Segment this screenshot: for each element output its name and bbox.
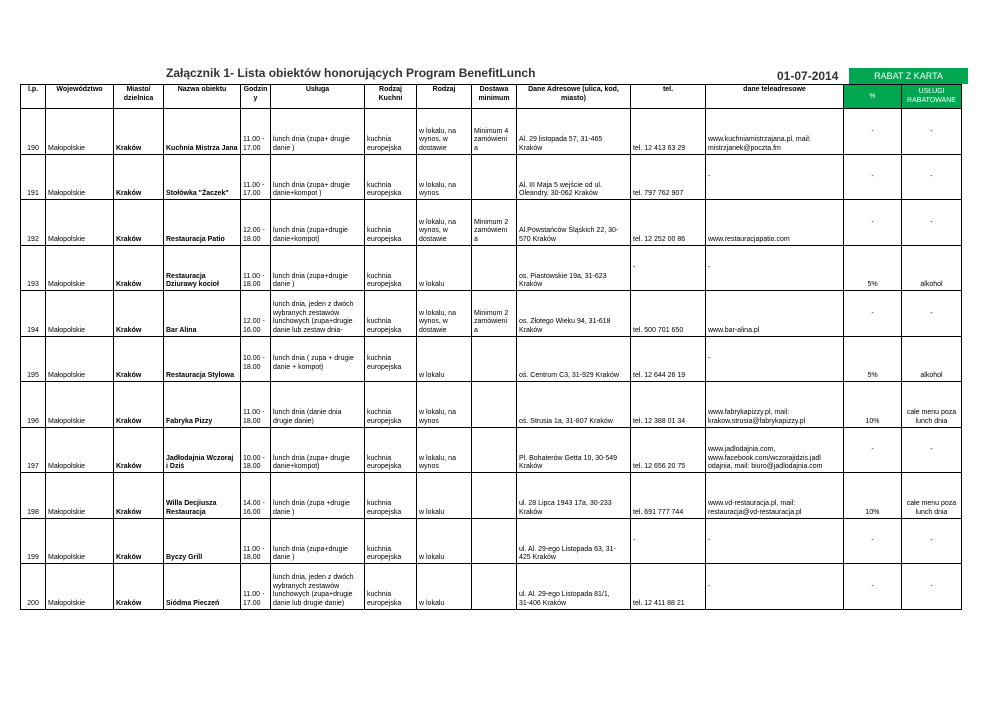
- rodzaj-cell: w lokalu: [417, 245, 472, 291]
- wojewodztwo-cell: Małopolskie: [46, 245, 114, 291]
- tel-cell: tel. 12 413 63 29: [631, 109, 706, 155]
- usluga-cell: lunch dnia (danie dnia drugie danie): [271, 382, 365, 428]
- nazwa-cell: Restauracja Patio: [164, 200, 241, 246]
- kuchnia-cell: kuchnia europejska: [365, 245, 417, 291]
- tel-cell: -: [631, 245, 706, 291]
- dostawa-cell: Minimum 2 zamówieni a: [472, 200, 517, 246]
- miasto-cell: Kraków: [114, 109, 164, 155]
- procent-cell: 10%: [844, 473, 902, 519]
- miasto-cell: Kraków: [114, 427, 164, 473]
- nazwa-cell: Restauracja Stylowa: [164, 336, 241, 382]
- lp-cell: 199: [21, 518, 46, 564]
- nazwa-cell: Siódma Pieczeń: [164, 564, 241, 610]
- uslugi-cell: całe menu poza lunch dnia: [902, 473, 962, 519]
- column-header: Dostawa minimum: [472, 85, 517, 109]
- table-row: [21, 336, 962, 382]
- tel-cell: -: [631, 518, 706, 564]
- tel-cell: tel. 691 777 744: [631, 473, 706, 519]
- column-header: Godzin y: [241, 85, 271, 109]
- column-header: Usługa: [271, 85, 365, 109]
- miasto-cell: Kraków: [114, 518, 164, 564]
- dostawa-cell: [472, 427, 517, 473]
- procent-cell: 10%: [844, 382, 902, 428]
- dostawa-cell: [472, 564, 517, 610]
- usluga-cell: lunch dnia ( zupa + drugie danie + kompot): [271, 336, 365, 382]
- lp-cell: 195: [21, 336, 46, 382]
- wojewodztwo-cell: Małopolskie: [46, 473, 114, 519]
- nazwa-cell: Byczy Grill: [164, 518, 241, 564]
- wojewodztwo-cell: Małopolskie: [46, 109, 114, 155]
- tel-cell: tel. 12 644 26 19: [631, 336, 706, 382]
- dostawa-cell: [472, 336, 517, 382]
- table-row: [21, 382, 962, 428]
- usluga-cell: lunch dnia (zupa +drugie danie ): [271, 473, 365, 519]
- miasto-cell: Kraków: [114, 200, 164, 246]
- nazwa-cell: Restauracja Dziurawy kocioł: [164, 245, 241, 291]
- rodzaj-cell: w lokalu, na wynos: [417, 154, 472, 200]
- column-header: tel.: [631, 85, 706, 109]
- rodzaj-cell: w lokalu, na wynos: [417, 382, 472, 428]
- table-row: [21, 291, 962, 337]
- tel-cell: tel. 12 252 00 86: [631, 200, 706, 246]
- rodzaj-cell: w lokalu: [417, 473, 472, 519]
- nazwa-cell: Kuchnia Mistrza Jana: [164, 109, 241, 155]
- table-header-row: [21, 85, 962, 109]
- kuchnia-cell: kuchnia europejska: [365, 336, 417, 382]
- adres-cell: os. Piastowskie 19a, 31-623 Kraków: [517, 245, 631, 291]
- procent-cell: 5%: [844, 245, 902, 291]
- dostawa-cell: [472, 245, 517, 291]
- procent-cell: -: [844, 154, 902, 200]
- adres-cell: ul. Al. 29-ego Listopada 63, 31- 425 Kraków: [517, 518, 631, 564]
- rodzaj-cell: w lokalu: [417, 564, 472, 610]
- adres-cell: Al. 29 listopada 57, 31-465 Kraków: [517, 109, 631, 155]
- table-row: [21, 518, 962, 564]
- godziny-cell: 12.00 - 16.00: [241, 291, 271, 337]
- adres-cell: oś. Centrum C3, 31-929 Kraków: [517, 336, 631, 382]
- kuchnia-cell: kuchnia europejska: [365, 109, 417, 155]
- teleadres-cell: www.vd-restauracja.pl, mail: restauracja@vd-restauracja.pl: [706, 473, 844, 519]
- document-date: 01-07-2014: [777, 69, 839, 83]
- column-header: %: [844, 85, 902, 109]
- godziny-cell: 11.00 - 18.00: [241, 518, 271, 564]
- teleadres-cell: -: [706, 154, 844, 200]
- teleadres-cell: www.jadlodajnia.com, www.facebook.com/wczorajidzis.jadl odajnia, mail: biuro@jadlodajnia.com: [706, 427, 844, 473]
- dostawa-cell: [472, 518, 517, 564]
- godziny-cell: 11.00 - 17.00: [241, 564, 271, 610]
- miasto-cell: Kraków: [114, 473, 164, 519]
- uslugi-cell: -: [902, 200, 962, 246]
- column-header: dane teleadresowe: [706, 85, 844, 109]
- table-row: [21, 109, 962, 155]
- godziny-cell: 11.00 - 17.00: [241, 109, 271, 155]
- wojewodztwo-cell: Małopolskie: [46, 154, 114, 200]
- lp-cell: 198: [21, 473, 46, 519]
- column-header: USŁUGI RABATOWANE: [902, 85, 962, 109]
- teleadres-cell: -: [706, 564, 844, 610]
- procent-cell: -: [844, 291, 902, 337]
- uslugi-cell: -: [902, 518, 962, 564]
- adres-cell: oś. Strusia 1a, 31-807 Kraków: [517, 382, 631, 428]
- objects-table: [20, 84, 962, 610]
- rodzaj-cell: w lokalu: [417, 336, 472, 382]
- rodzaj-cell: w lokalu, na wynos, w dostawie: [417, 109, 472, 155]
- teleadres-cell: www.fabrykapizzy.pl, mail: krakow.strusia@fabrykapizzy.pl: [706, 382, 844, 428]
- kuchnia-cell: kuchnia europejska: [365, 427, 417, 473]
- usluga-cell: lunch dnia (zupa+ drugie danie+kompot): [271, 427, 365, 473]
- lp-cell: 194: [21, 291, 46, 337]
- lp-cell: 191: [21, 154, 46, 200]
- lp-cell: 192: [21, 200, 46, 246]
- tel-cell: tel. 12 388 01 34: [631, 382, 706, 428]
- column-header: Rodzaj Kuchni: [365, 85, 417, 109]
- teleadres-cell: www.restauracjapatio.com: [706, 200, 844, 246]
- miasto-cell: Kraków: [114, 245, 164, 291]
- teleadres-cell: www.bar-alina.pl: [706, 291, 844, 337]
- dostawa-cell: Minimum 2 zamówieni a: [472, 291, 517, 337]
- nazwa-cell: Bar Alina: [164, 291, 241, 337]
- uslugi-cell: -: [902, 154, 962, 200]
- godziny-cell: 11.00 - 18.00: [241, 245, 271, 291]
- table-row: [21, 200, 962, 246]
- kuchnia-cell: kuchnia europejska: [365, 154, 417, 200]
- wojewodztwo-cell: Małopolskie: [46, 200, 114, 246]
- usluga-cell: lunch dnia (zupa+ drugie danie ): [271, 109, 365, 155]
- uslugi-cell: -: [902, 291, 962, 337]
- adres-cell: Al. III Maja 5 wejście od ul. Oleandry, 30-062 Kraków: [517, 154, 631, 200]
- kuchnia-cell: kuchnia europejska: [365, 564, 417, 610]
- adres-cell: Pl. Bohaterów Getta 10, 30-549 Kraków: [517, 427, 631, 473]
- tel-cell: tel. 500 701 650: [631, 291, 706, 337]
- godziny-cell: 11.00 - 18.00: [241, 382, 271, 428]
- procent-cell: -: [844, 200, 902, 246]
- godziny-cell: 10.00 - 18.00: [241, 427, 271, 473]
- godziny-cell: 14.00 - 16.00: [241, 473, 271, 519]
- wojewodztwo-cell: Małopolskie: [46, 427, 114, 473]
- usluga-cell: lunch dnia (zupa+drugie danie ): [271, 245, 365, 291]
- nazwa-cell: Stołówka "Żaczek": [164, 154, 241, 200]
- adres-cell: ul. 28 Lipca 1943 17a, 30-233 Kraków: [517, 473, 631, 519]
- godziny-cell: 12.00 - 18.00: [241, 200, 271, 246]
- usluga-cell: lunch dnia (zupa+drugie danie+kompot): [271, 200, 365, 246]
- uslugi-cell: -: [902, 109, 962, 155]
- wojewodztwo-cell: Małopolskie: [46, 518, 114, 564]
- table-row: [21, 245, 962, 291]
- procent-cell: -: [844, 564, 902, 610]
- tel-cell: tel. 12 411 88 21: [631, 564, 706, 610]
- procent-cell: 5%: [844, 336, 902, 382]
- rodzaj-cell: w lokalu, na wynos: [417, 427, 472, 473]
- uslugi-cell: alkohol: [902, 245, 962, 291]
- rodzaj-cell: w lokalu, na wynos, w dostawie: [417, 291, 472, 337]
- uslugi-cell: -: [902, 427, 962, 473]
- usluga-cell: lunch dnia, jeden z dwóch wybranych zestawów lunchowych (zupa+drugie danie lub drugie danie): [271, 564, 365, 610]
- kuchnia-cell: kuchnia europejska: [365, 518, 417, 564]
- miasto-cell: Kraków: [114, 382, 164, 428]
- adres-cell: os. Złotego Wieku 94, 31-618 Kraków: [517, 291, 631, 337]
- miasto-cell: Kraków: [114, 336, 164, 382]
- miasto-cell: Kraków: [114, 564, 164, 610]
- wojewodztwo-cell: Małopolskie: [46, 291, 114, 337]
- rabat-header: RABAT Z KARTA: [849, 68, 968, 84]
- lp-cell: 190: [21, 109, 46, 155]
- dostawa-cell: [472, 154, 517, 200]
- usluga-cell: lunch dnia (zupa+ drugie danie+kompot ): [271, 154, 365, 200]
- document-title: Załącznik 1- Lista obiektów honorujących Program BenefitLunch: [166, 66, 536, 80]
- uslugi-cell: -: [902, 564, 962, 610]
- kuchnia-cell: kuchnia europejska: [365, 382, 417, 428]
- nazwa-cell: Willa Decjiusza Restauracja: [164, 473, 241, 519]
- uslugi-cell: alkohol: [902, 336, 962, 382]
- uslugi-cell: całe menu poza lunch dnia: [902, 382, 962, 428]
- miasto-cell: Kraków: [114, 154, 164, 200]
- table-row: [21, 427, 962, 473]
- wojewodztwo-cell: Małopolskie: [46, 336, 114, 382]
- column-header: l.p.: [21, 85, 46, 109]
- tel-cell: tel. 797 762 907: [631, 154, 706, 200]
- usluga-cell: lunch dnia (zupa+drugie danie ): [271, 518, 365, 564]
- usluga-cell: lunch dnia, jeden z dwóch wybranych zestawów lunchowych (zupa+drugie danie lub zestaw dnia-: [271, 291, 365, 337]
- kuchnia-cell: kuchnia europejska: [365, 200, 417, 246]
- adres-cell: ul. Al. 29-ego Listopada 81/1, 31-406 Kraków: [517, 564, 631, 610]
- table-row: [21, 473, 962, 519]
- miasto-cell: Kraków: [114, 291, 164, 337]
- lp-cell: 197: [21, 427, 46, 473]
- column-header: Nazwa obiektu: [164, 85, 241, 109]
- column-header: Województwo: [46, 85, 114, 109]
- dostawa-cell: Minimum 4 zamówieni a: [472, 109, 517, 155]
- wojewodztwo-cell: Małopolskie: [46, 564, 114, 610]
- wojewodztwo-cell: Małopolskie: [46, 382, 114, 428]
- dostawa-cell: [472, 382, 517, 428]
- procent-cell: -: [844, 109, 902, 155]
- dostawa-cell: [472, 473, 517, 519]
- nazwa-cell: Fabryka Pizzy: [164, 382, 241, 428]
- procent-cell: -: [844, 518, 902, 564]
- godziny-cell: 10.00 - 18.00: [241, 336, 271, 382]
- lp-cell: 193: [21, 245, 46, 291]
- godziny-cell: 11.00 - 17.00: [241, 154, 271, 200]
- rodzaj-cell: w lokalu, na wynos, w dostawie: [417, 200, 472, 246]
- teleadres-cell: -: [706, 518, 844, 564]
- procent-cell: -: [844, 427, 902, 473]
- column-header: Dane Adresowe (ulica, kod, miasto): [517, 85, 631, 109]
- table-row: [21, 564, 962, 610]
- teleadres-cell: -: [706, 336, 844, 382]
- lp-cell: 200: [21, 564, 46, 610]
- lp-cell: 196: [21, 382, 46, 428]
- adres-cell: Al.Powstańców Śląskich 22, 30- 570 Kraków: [517, 200, 631, 246]
- teleadres-cell: www.kuchniamistrzajana.pl, mail: mistrzjanek@poczta.fm: [706, 109, 844, 155]
- column-header: Rodzaj: [417, 85, 472, 109]
- kuchnia-cell: kuchnia europejska: [365, 291, 417, 337]
- rodzaj-cell: w lokalu: [417, 518, 472, 564]
- table-row: [21, 154, 962, 200]
- tel-cell: tel. 12 656 20 75: [631, 427, 706, 473]
- column-header: Miasto/ dzielnica: [114, 85, 164, 109]
- nazwa-cell: Jadłodajnia Wczoraj i Dziś: [164, 427, 241, 473]
- teleadres-cell: -: [706, 245, 844, 291]
- kuchnia-cell: kuchnia europejska: [365, 473, 417, 519]
